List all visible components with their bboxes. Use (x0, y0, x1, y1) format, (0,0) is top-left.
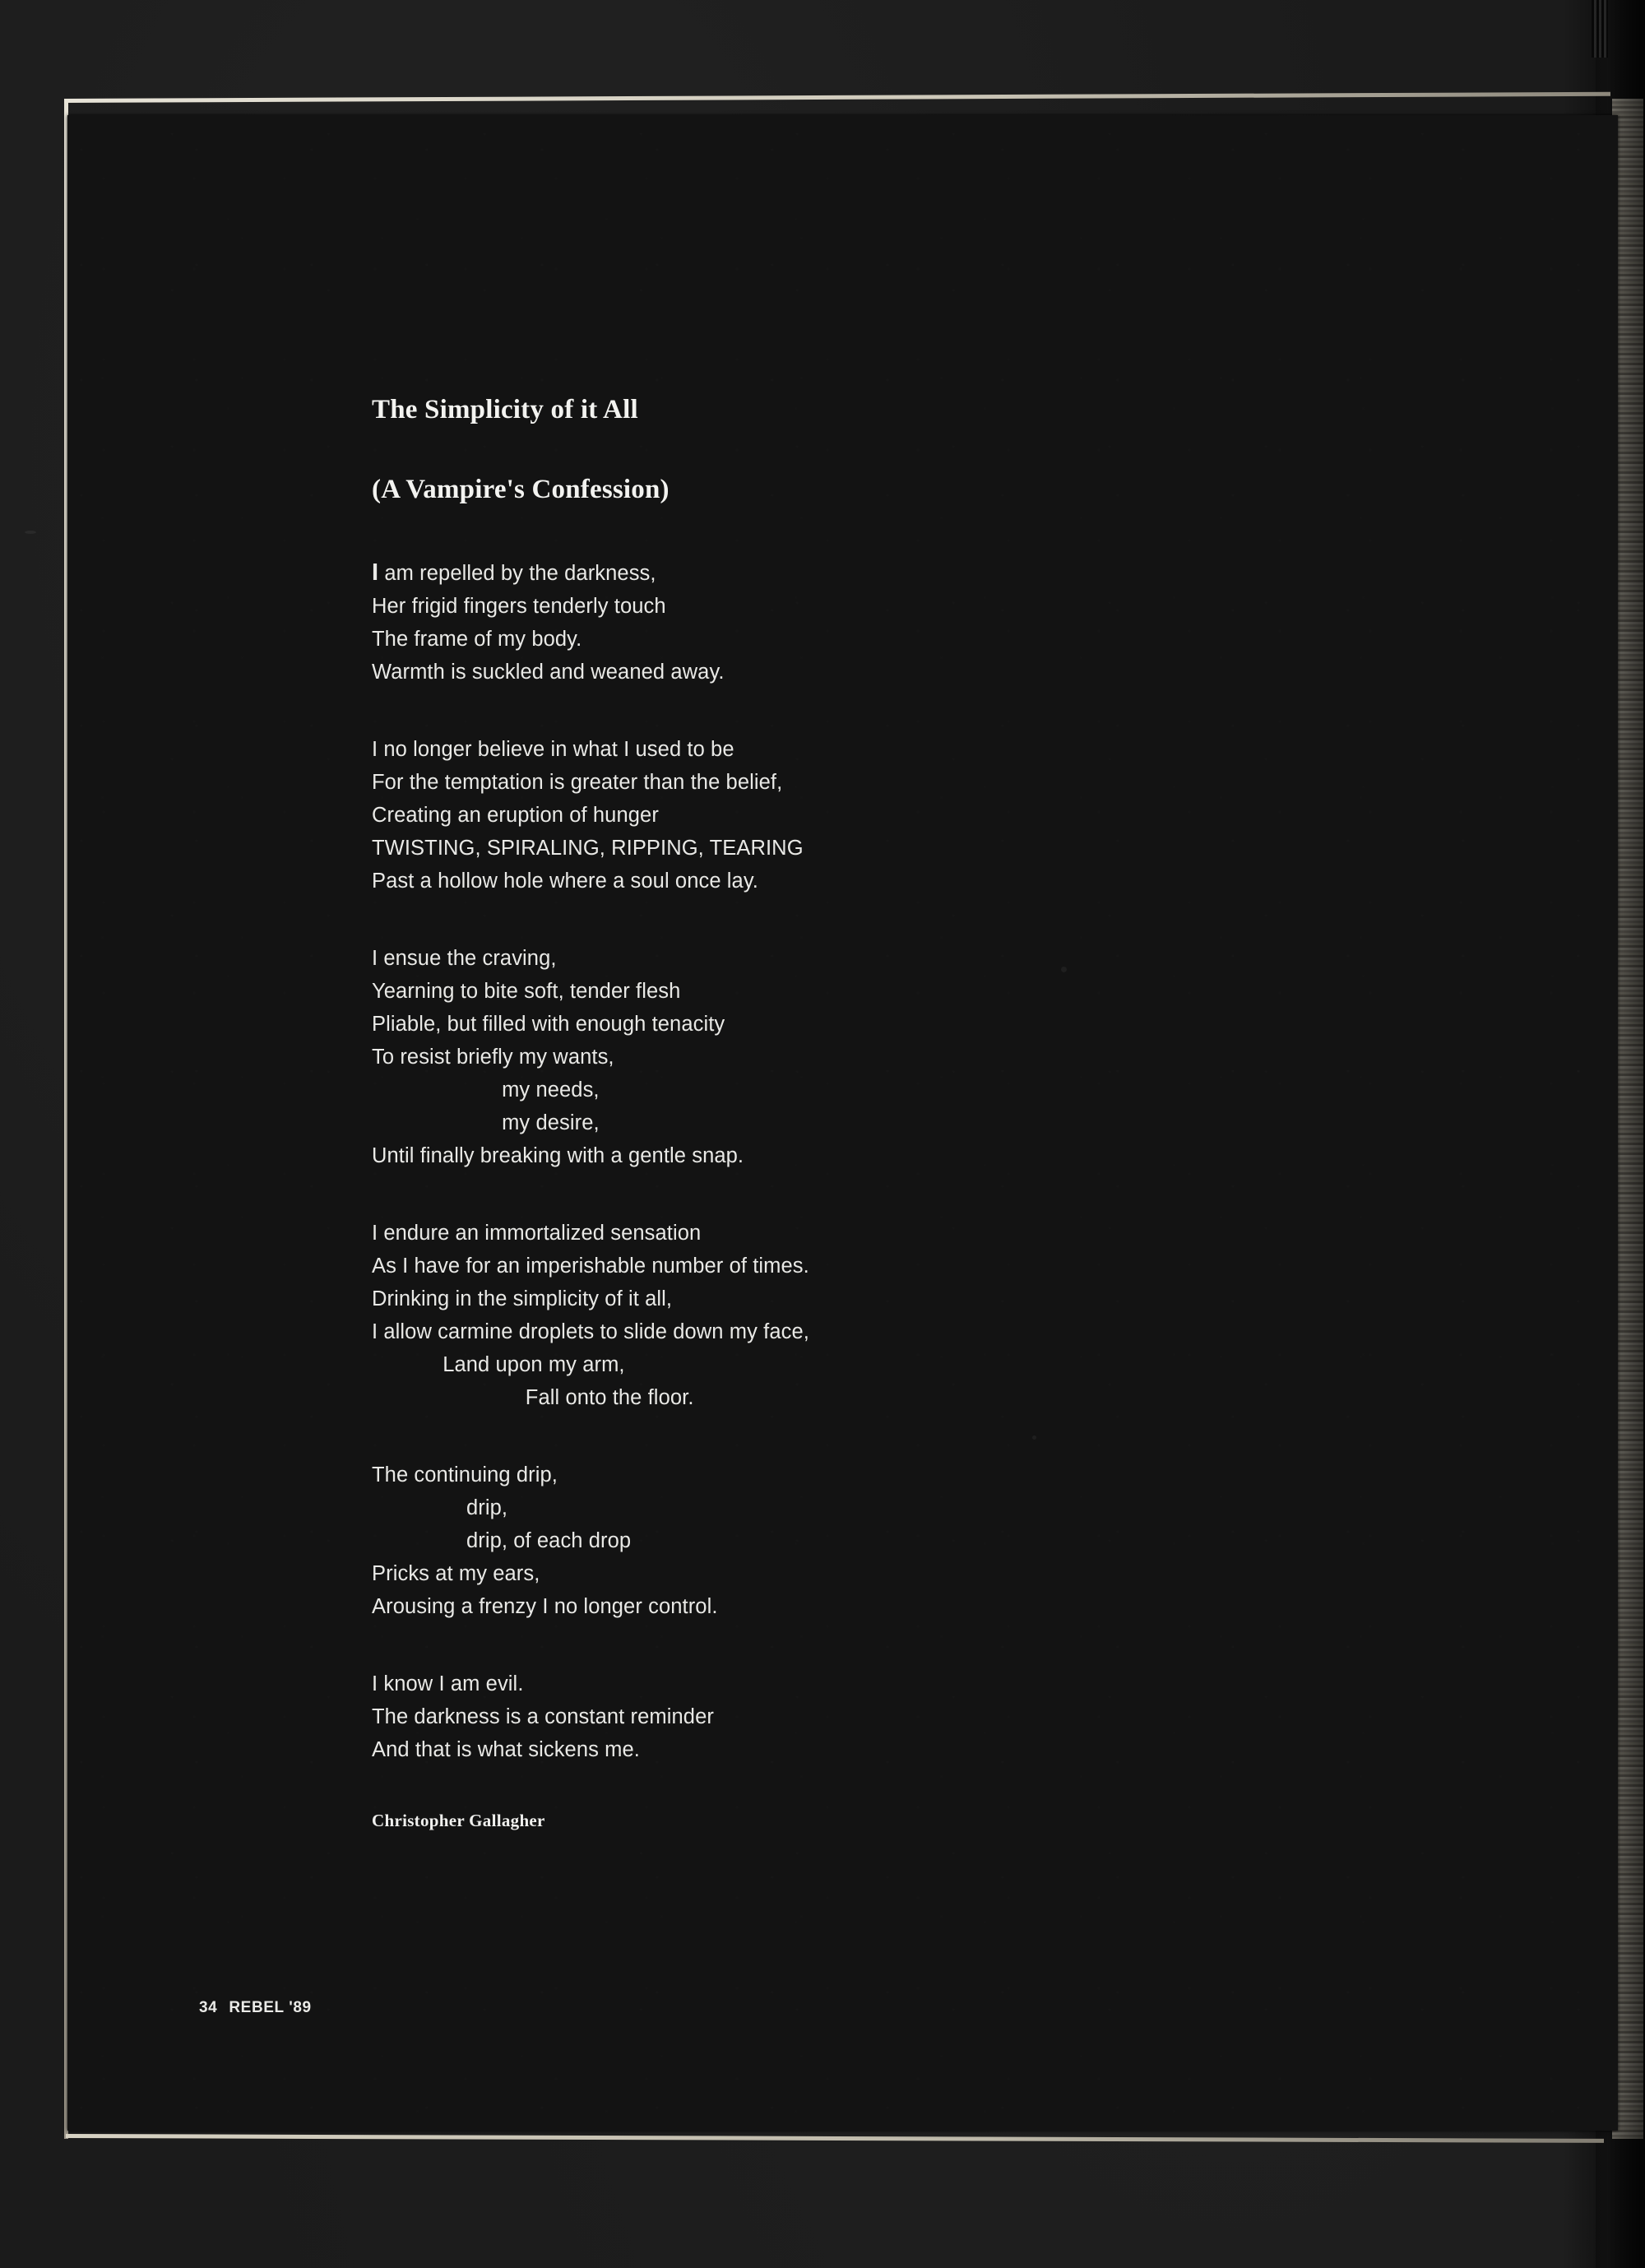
poem-line: Arousing a frenzy I no longer control. (372, 1595, 718, 1618)
poem-line: I allow carmine droplets to slide down my face, (372, 1320, 809, 1343)
poem-line: As I have for an imperishable number of times. (372, 1255, 809, 1278)
poem-line: I know I am evil. (372, 1672, 524, 1695)
poem-line: Warmth is suckled and weaned away. (372, 661, 725, 684)
poem-line: Until finally breaking with a gentle snap. (372, 1144, 744, 1167)
poem-line: drip, (372, 1496, 508, 1519)
poem-line: my needs, (372, 1078, 600, 1102)
poem-author: Christopher Gallagher (372, 1811, 545, 1830)
poem-line: I ensue the craving, (372, 947, 557, 970)
page-folio (199, 1999, 312, 2017)
poem-line: my desire, (372, 1111, 600, 1134)
poem-line: Past a hollow hole where a soul once lay. (372, 870, 758, 893)
poem-line: The darkness is a constant reminder (372, 1705, 714, 1728)
poem-line: Pricks at my ears, (372, 1562, 540, 1585)
poem-line: And that is what sickens me. (372, 1738, 640, 1761)
poem-body (372, 395, 1277, 1831)
poem-line: TWISTING, SPIRALING, RIPPING, TEARING (372, 837, 804, 860)
poem-line: For the temptation is greater than the belief, (372, 771, 783, 794)
stanza (372, 1667, 1277, 1766)
edge-registration-marks (1592, 0, 1608, 58)
stanza (372, 733, 1277, 897)
folio-page-number: 34 (199, 1999, 218, 2016)
stanza (372, 556, 1277, 689)
stanza (372, 942, 1277, 1172)
poem-line: I no longer believe in what I used to be (372, 738, 734, 761)
poem-title: The Simplicity of it All (372, 395, 638, 424)
poem-line: Land upon my arm, (372, 1353, 625, 1376)
poem-line: I am repelled by the darkness, (372, 559, 656, 586)
poem-line: Yearning to bite soft, tender flesh (372, 980, 681, 1003)
folio-publication: REBEL '89 (229, 1999, 312, 2016)
poem-subtitle: (A Vampire's Confession) (372, 475, 670, 504)
stanza (372, 1217, 1277, 1414)
poem-line: Her frigid fingers tenderly touch (372, 595, 666, 618)
poem-line: drip, of each drop (372, 1529, 632, 1552)
poem-line: Creating an eruption of hunger (372, 804, 659, 827)
poem-line: Fall onto the floor. (372, 1386, 694, 1409)
stanza (372, 1459, 1277, 1623)
poem-line: To resist briefly my wants, (372, 1046, 614, 1069)
poem-line: Pliable, but filled with enough tenacity (372, 1013, 725, 1036)
poem-line: Drinking in the simplicity of it all, (372, 1287, 673, 1310)
poem-line: The frame of my body. (372, 628, 582, 651)
poem-line: I endure an immortalized sensation (372, 1222, 702, 1245)
poem-line: The continuing drip, (372, 1463, 558, 1486)
